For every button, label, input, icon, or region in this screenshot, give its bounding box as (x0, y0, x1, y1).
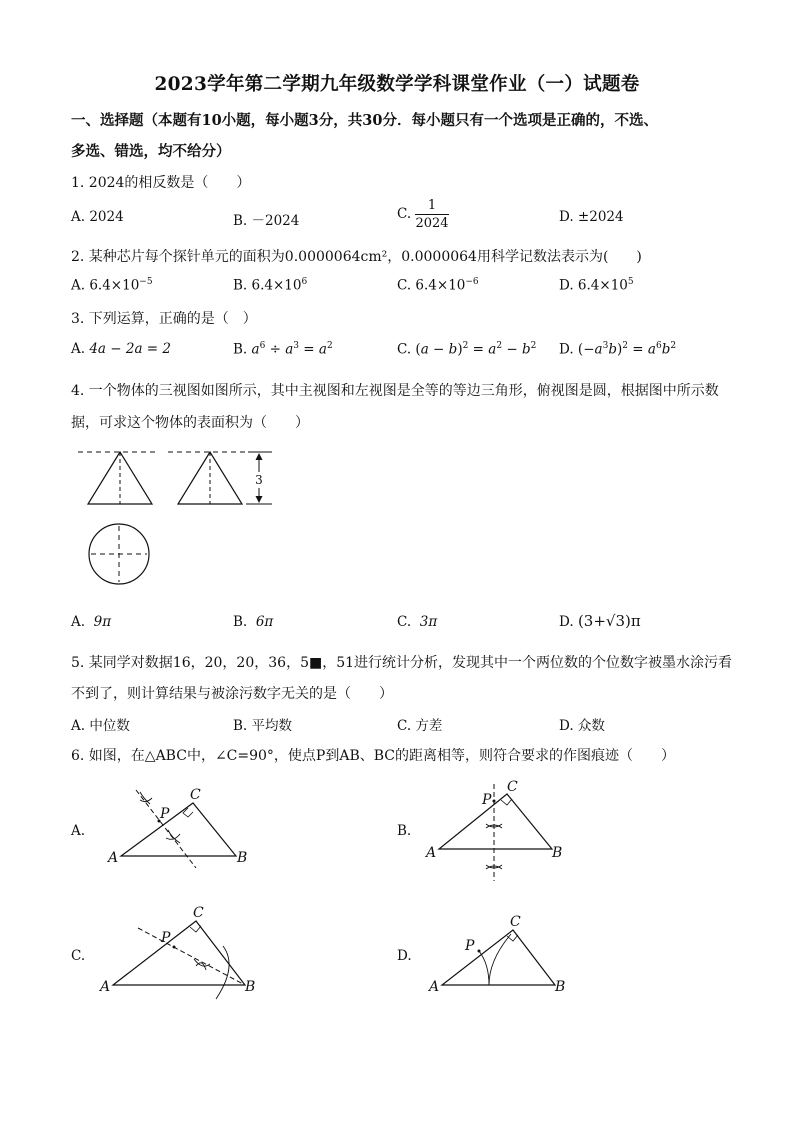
q4-stem-line1: 4. 一个物体的三视图如图所示，其中主视图和左视图是全等的等边三角形，俯视图是圆，根据图中所示数 (71, 383, 719, 399)
svg-text:C: C (190, 787, 201, 803)
svg-text:A: A (426, 845, 437, 861)
svg-text:B: B (237, 850, 248, 866)
page-title: 2023学年第二学期九年级数学学科课堂作业（一）试题卷 (154, 74, 640, 95)
svg-text:B: B (555, 979, 566, 995)
svg-text:A: A (100, 979, 111, 995)
q5-stem-line2: 不到了，则计算结果与被涂污数字无关的是（ ） (71, 686, 393, 702)
q5-stem-line1: 5. 某同学对数据16，20，20，36，5■，51进行统计分析，发现其中一个两位数的个位数字被墨水涂污看 (71, 655, 733, 671)
q4-stem-line2: 据，可求这个物体的表面积为（ ） (71, 415, 309, 431)
svg-text:B: B (552, 845, 563, 861)
q6-option-a-label: A. (71, 823, 86, 839)
q1-option-a: A. 2024 (71, 209, 124, 225)
top-view-circle (89, 524, 149, 584)
q5-option-a: A. 中位数 (71, 718, 130, 734)
svg-text:P: P (161, 930, 171, 946)
front-view-triangle (78, 452, 156, 504)
q5-option-d: D. 众数 (559, 718, 605, 734)
svg-text:B: B (245, 979, 256, 995)
svg-text:P: P (465, 938, 475, 954)
svg-text:C: C (510, 914, 521, 930)
q3-option-c: C. $(a - b)^2 = a^2 - b^2$ (397, 341, 537, 358)
q5-option-b: B. 平均数 (233, 718, 293, 734)
q2-option-a: A. $6.4\times 10^{-5}$ (71, 277, 153, 294)
q6-stem: 6. 如图，在△ABC中，∠C=90°，使点P到AB、BC的距离相等，则符合要求的作图痕迹（ ） (71, 748, 676, 764)
q6-option-c-label: C. (71, 948, 86, 964)
q3-option-b: B. $a^6 \div a^3 = a^2$ (233, 341, 333, 358)
height-dimension (246, 452, 272, 504)
q6-figure-c (98, 904, 268, 1004)
q1-option-c: C. $\frac{1}{2024}$ (397, 198, 449, 231)
q2-stem: 2. 某种芯片每个探针单元的面积为0.0000064cm²，0.0000064用科学记数法表示为( ) (71, 249, 642, 265)
svg-text:P: P (160, 806, 170, 822)
q6-option-b-label: B. (397, 823, 412, 839)
svg-text:A: A (108, 850, 119, 866)
q4-option-a: A. 9π (71, 614, 112, 630)
height-label: 3 (255, 473, 263, 487)
section-heading-line2: 多选、错选，均不给分） (71, 143, 231, 160)
q2-option-b: B. $6.4\times 10^6$ (233, 277, 308, 294)
q3-stem: 3. 下列运算，正确的是（ ） (71, 311, 257, 327)
svg-text:A: A (429, 979, 440, 995)
q4-option-c: C. 3π (397, 614, 438, 630)
q4-option-d: D. (3+√3)π (559, 612, 641, 630)
q3-option-d: D. $(-a^3b)^2 = a^6b^2$ (559, 341, 677, 358)
q3-option-a: A. 4a − 2a = 2 (71, 341, 171, 357)
svg-text:C: C (507, 779, 518, 795)
svg-text:C: C (193, 905, 204, 921)
section-heading-line1: 一、选择题（本题有10小题，每小题3分，共30分．每小题只有一个选项是正确的，不选、 (71, 112, 658, 129)
q6-figure-a (104, 786, 264, 876)
q4-option-b: B. 6π (233, 614, 274, 630)
q4-three-view-figure (78, 448, 278, 593)
q1-option-c-fraction: $\frac{1}{2024}$ (415, 198, 449, 231)
svg-text:P: P (482, 792, 492, 808)
q6-figure-d (427, 912, 567, 1002)
q1-stem: 1. 2024的相反数是（ ） (71, 175, 251, 191)
q6-figure-b (424, 778, 584, 883)
side-view-triangle (168, 452, 256, 504)
q2-option-d: D. $6.4\times 10^5$ (559, 277, 634, 294)
q2-option-c: C. $6.4\times 10^{-6}$ (397, 277, 479, 294)
q1-option-d: D. ±2024 (559, 209, 624, 225)
q6-option-d-label: D. (397, 948, 412, 964)
q1-option-b: B. －2024 (233, 213, 300, 229)
q5-option-c: C. 方差 (397, 718, 443, 734)
